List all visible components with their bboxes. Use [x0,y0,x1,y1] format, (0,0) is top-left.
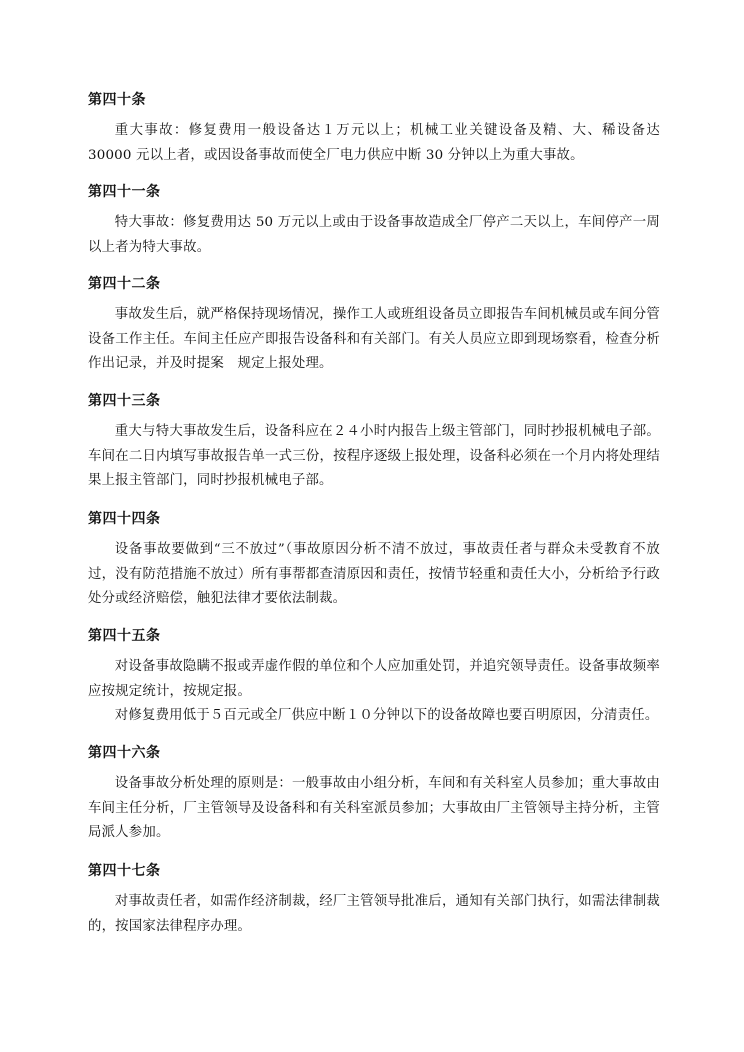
article-title: 第四十六条 [88,745,161,761]
article-46 [88,743,660,846]
article-title: 第四十二条 [88,276,161,292]
article-title: 第四十四条 [88,511,161,527]
article-43 [88,391,660,494]
article-40 [88,90,660,168]
article-paragraph: 设备事故要做到“三不放过”（事故原因分析不清不放过，事故责任者与群众未受教育不放过，没有防范措施不放过）所有事帮都查清原因和责任，按情节轻重和责任大小，分析给予行政处分或经济赔偿，触犯法律才要依法制裁。 [88,542,660,606]
article-title: 第四十三条 [88,393,161,409]
article-title: 第四十一条 [88,184,161,200]
article-paragraph: 事故发生后，就严格保持现场情况，操作工人或班组设备员立即报告车间机械员或车间分管设备工作主任。车间主任应产即报告设备科和有关部门。有关人员应立即到现场察看，检查分析作出记录，并及时提案 规定上报处理。 [88,307,660,371]
article-41 [88,182,660,260]
article-paragraph: 对设备事故隐瞒不报或弄虚作假的单位和个人应加重处罚，并追究领导责任。设备事故频率应按规定统计，按规定报。 [88,659,660,699]
article-title: 第四十七条 [88,863,161,879]
article-paragraph: 重大事故：修复费用一般设备达１万元以上；机械工业关键设备及精、大、稀设备达 30000 元以上者，或因设备事故而使全厂电力供应中断 30 分钟以上为重大事故。 [88,123,660,163]
article-42 [88,274,660,377]
article-paragraph: 重大与特大事故发生后，设备科应在２４小时内报告上级主管部门，同时抄报机械电子部。车间在二日内填写事故报告单一式三份，按程序逐级上报处理，设备科必须在一个月内将处理结果上报主管部门，同时抄报机械电子部。 [88,424,660,488]
article-paragraph: 特大事故：修复费用达 50 万元以上或由于设备事故造成全厂停产二天以上，车间停产一周以上者为特大事故。 [88,215,660,255]
article-paragraph: 对事故责任者，如需作经济制裁，经厂主管领导批准后，通知有关部门执行，如需法律制裁的，按国家法律程序办理。 [88,894,660,934]
article-title: 第四十五条 [88,628,161,644]
article-title: 第四十条 [88,92,146,108]
article-paragraph: 对修复费用低于５百元或全厂供应中断１０分钟以下的设备故障也要百明原因，分清责任。 [114,708,659,723]
article-44 [88,509,660,612]
article-45 [88,626,660,729]
article-paragraph: 设备事故分析处理的原则是：一般事故由小组分析，车间和有关科室人员参加；重大事故由车间主任分析，厂主管领导及设备科和有关科室派员参加；大事故由厂主管领导主持分析，主管局派人参加。 [88,776,660,840]
article-47 [88,861,660,939]
